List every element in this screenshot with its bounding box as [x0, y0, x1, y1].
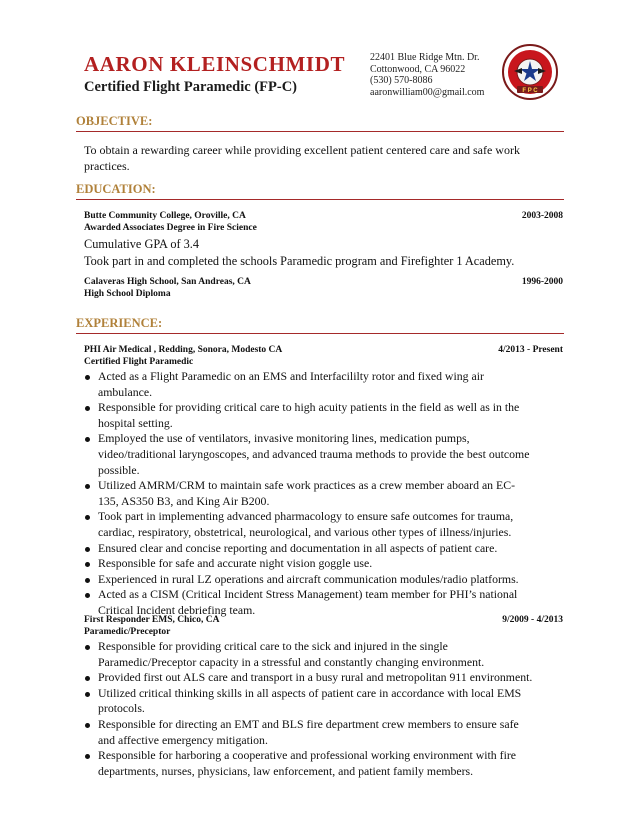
bullet-icon: [85, 515, 90, 520]
contact-block: [370, 52, 484, 98]
education-note: Took part in and completed the schools Paramedic program and Firefighter 1 Academy.: [84, 253, 515, 268]
list-item: Employed the use of ventilators, invasive monitoring lines, medication pumps, video/traditional laryngoscopes, and advanced trauma methods to provide the best outcome possible.: [84, 431, 563, 478]
experience-title: EXPERIENCE:: [76, 316, 163, 330]
contact-phone: (530) 570-8086: [370, 75, 433, 87]
objective-title: OBJECTIVE:: [76, 114, 153, 128]
list-item: Responsible for providing critical care to the sick and injured in the single Paramedic/Preceptor capacity in a stressful and constantly changing environment.: [84, 639, 563, 670]
objective-line: To obtain a rewarding career while providing excellent patient centered care and safe work: [84, 143, 520, 157]
education-org: Butte Community College, Oroville, CA: [84, 211, 246, 221]
bullet-icon: [85, 593, 90, 598]
education-entry-2: [84, 277, 563, 300]
job-role: Certified Flight Paramedic: [84, 356, 194, 367]
candidate-name: AARON KLEINSCHMIDT: [84, 52, 346, 76]
objective-line: practices.: [84, 158, 130, 173]
job-1-bullets: [84, 369, 563, 619]
education-dates: 1996-2000: [521, 277, 563, 287]
list-item: Experienced in rural LZ operations and aircraft communication modules/radio platforms.: [84, 572, 563, 588]
education-entry-1: [84, 211, 563, 234]
list-item: Responsible for providing critical care to high acuity patients in the field as well as in the hospital setting.: [84, 400, 563, 431]
contact-email: aaronwilliam00@gmail.com: [370, 86, 485, 98]
bullet-icon: [85, 562, 90, 567]
bullet-icon: [85, 676, 90, 681]
experience-rule: [76, 333, 564, 334]
job-dates: 9/2009 - 4/2013: [502, 615, 563, 625]
objective-text: [84, 143, 562, 174]
job-role: Paramedic/Preceptor: [84, 626, 171, 637]
contact-address-line1: 22401 Blue Ridge Mtn. Dr.: [370, 52, 480, 63]
list-item: Responsible for safe and accurate night vision goggle use.: [84, 556, 563, 572]
list-item: Responsible for directing an EMT and BLS fire department crew members to ensure safe and affective emergency mitigation.: [84, 717, 563, 748]
education-dates: 2003-2008: [521, 211, 563, 221]
fpc-logo: [500, 42, 560, 102]
list-item: Acted as a Flight Paramedic on an EMS and Interfacililty rotor and fixed wing air ambulance.: [84, 369, 563, 400]
bullet-icon: [85, 547, 90, 552]
list-item: Utilized critical thinking skills in all aspects of patient care in accordance with local EMS protocols.: [84, 686, 563, 717]
education-title: EDUCATION:: [76, 182, 156, 196]
job-org: First Responder EMS, Chico, CA: [84, 615, 220, 625]
education-notes: [84, 236, 562, 269]
job-entry-2-header: [84, 615, 563, 638]
education-rule: [76, 199, 564, 200]
list-item: Took part in implementing advanced pharmacology to ensure safe outcomes for trauma, cardiac, respiratory, obstetrical, neurological, and various other types of illness/injuries.: [84, 509, 563, 540]
list-item: Responsible for harboring a cooperative and professional working environment with fire departments, nurses, physicians, law enforcement, and patient family members.: [84, 748, 563, 779]
bullet-icon: [85, 375, 90, 380]
contact-address-line2: Cottonwood, CA 96022: [370, 63, 466, 75]
job-entry-1-header: [84, 345, 563, 368]
bullet-icon: [85, 406, 90, 411]
job-dates: 4/2013 - Present: [498, 345, 563, 355]
bullet-icon: [85, 645, 90, 650]
bullet-icon: [85, 754, 90, 759]
fpc-logo-text: F P C: [522, 88, 538, 94]
bullet-icon: [85, 723, 90, 728]
bullet-icon: [85, 578, 90, 583]
bullet-icon: [85, 692, 90, 697]
education-org: Calaveras High School, San Andreas, CA: [84, 277, 251, 287]
bullet-icon: [85, 437, 90, 442]
job-org: PHI Air Medical , Redding, Sonora, Modesto CA: [84, 345, 283, 355]
objective-rule: [76, 131, 564, 132]
list-item: Utilized AMRM/CRM to maintain safe work practices as a crew member aboard an EC- 135, AS350 B3, and King Air B200.: [84, 478, 563, 509]
education-note: Cumulative GPA of 3.4: [84, 237, 200, 251]
job-2-bullets: [84, 639, 563, 779]
bullet-icon: [85, 484, 90, 489]
list-item: Acted as a CISM (Critical Incident Stress Management) team member for PHI’s national Critical Incident debriefing team.: [84, 587, 563, 618]
education-detail: Awarded Associates Degree in Fire Science: [84, 222, 257, 233]
list-item: Provided first out ALS care and transport in a busy rural and metropolitan 911 environment.: [84, 670, 563, 686]
candidate-credential: Certified Flight Paramedic (FP-C): [84, 79, 297, 95]
education-detail: High School Diploma: [84, 288, 171, 299]
list-item: Ensured clear and concise reporting and documentation in all aspects of patient care.: [84, 541, 563, 557]
